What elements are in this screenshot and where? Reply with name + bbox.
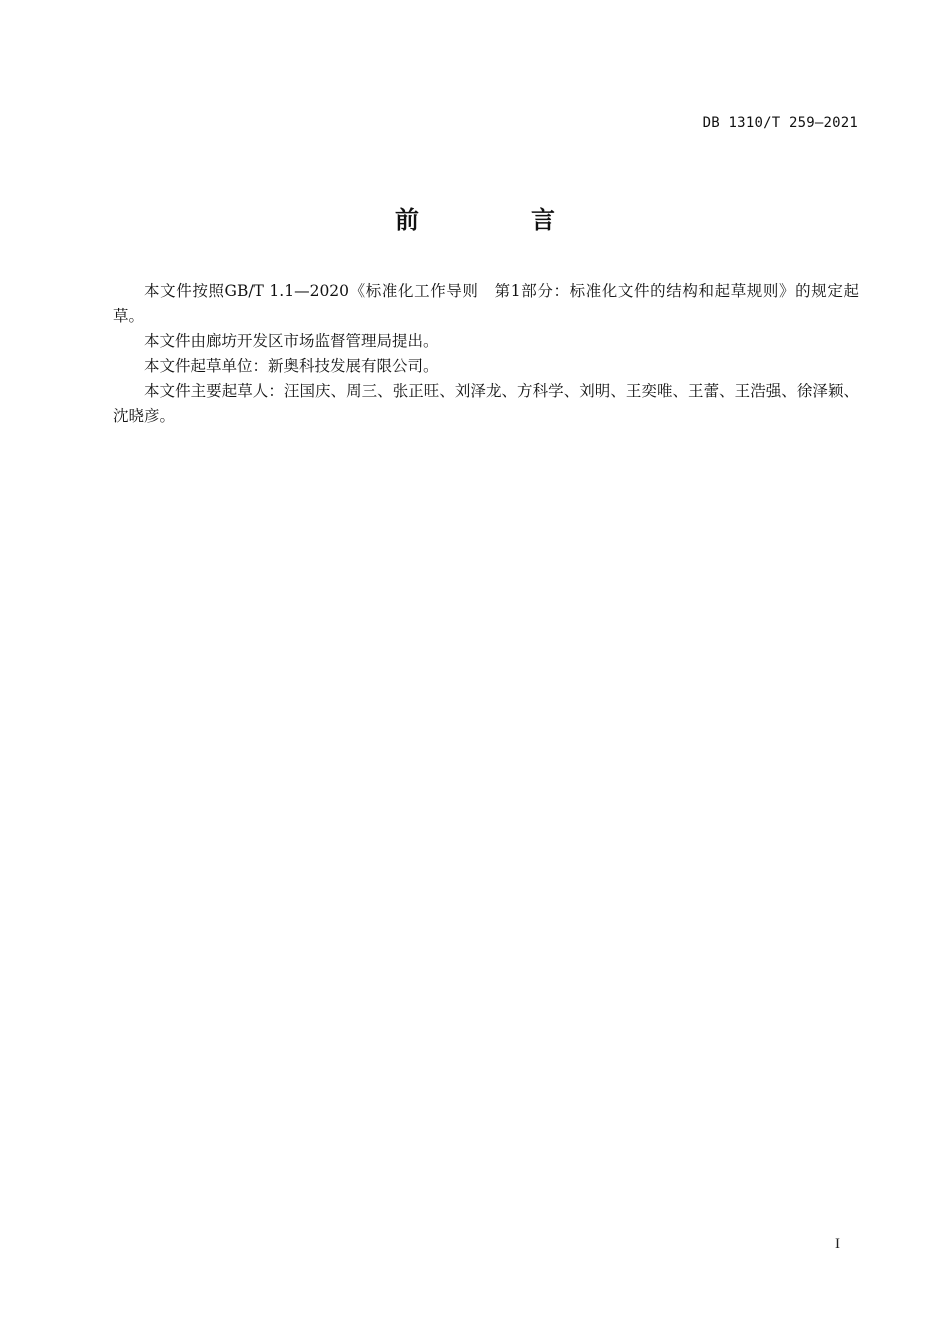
page-number: I — [835, 1236, 840, 1252]
foreword-paragraph-drafting-rules: 本文件按照GB/T 1.1—2020《标准化工作导则 第1部分：标准化文件的结构和起草规则》的规定起草。 — [113, 282, 859, 325]
page-title: 前 言 — [395, 206, 599, 234]
document-code: DB 1310/T 259—2021 — [702, 115, 858, 131]
foreword-body — [113, 279, 859, 429]
foreword-paragraph-drafting-unit: 本文件起草单位：新奥科技发展有限公司。 — [144, 357, 439, 375]
foreword-paragraph-drafters: 本文件主要起草人：汪国庆、周三、张正旺、刘泽龙、方科学、刘明、王奕唯、王蕾、王浩强、徐泽颖、沈晓彦。 — [113, 382, 859, 425]
foreword-paragraph-proposer: 本文件由廊坊开发区市场监督管理局提出。 — [144, 332, 439, 350]
